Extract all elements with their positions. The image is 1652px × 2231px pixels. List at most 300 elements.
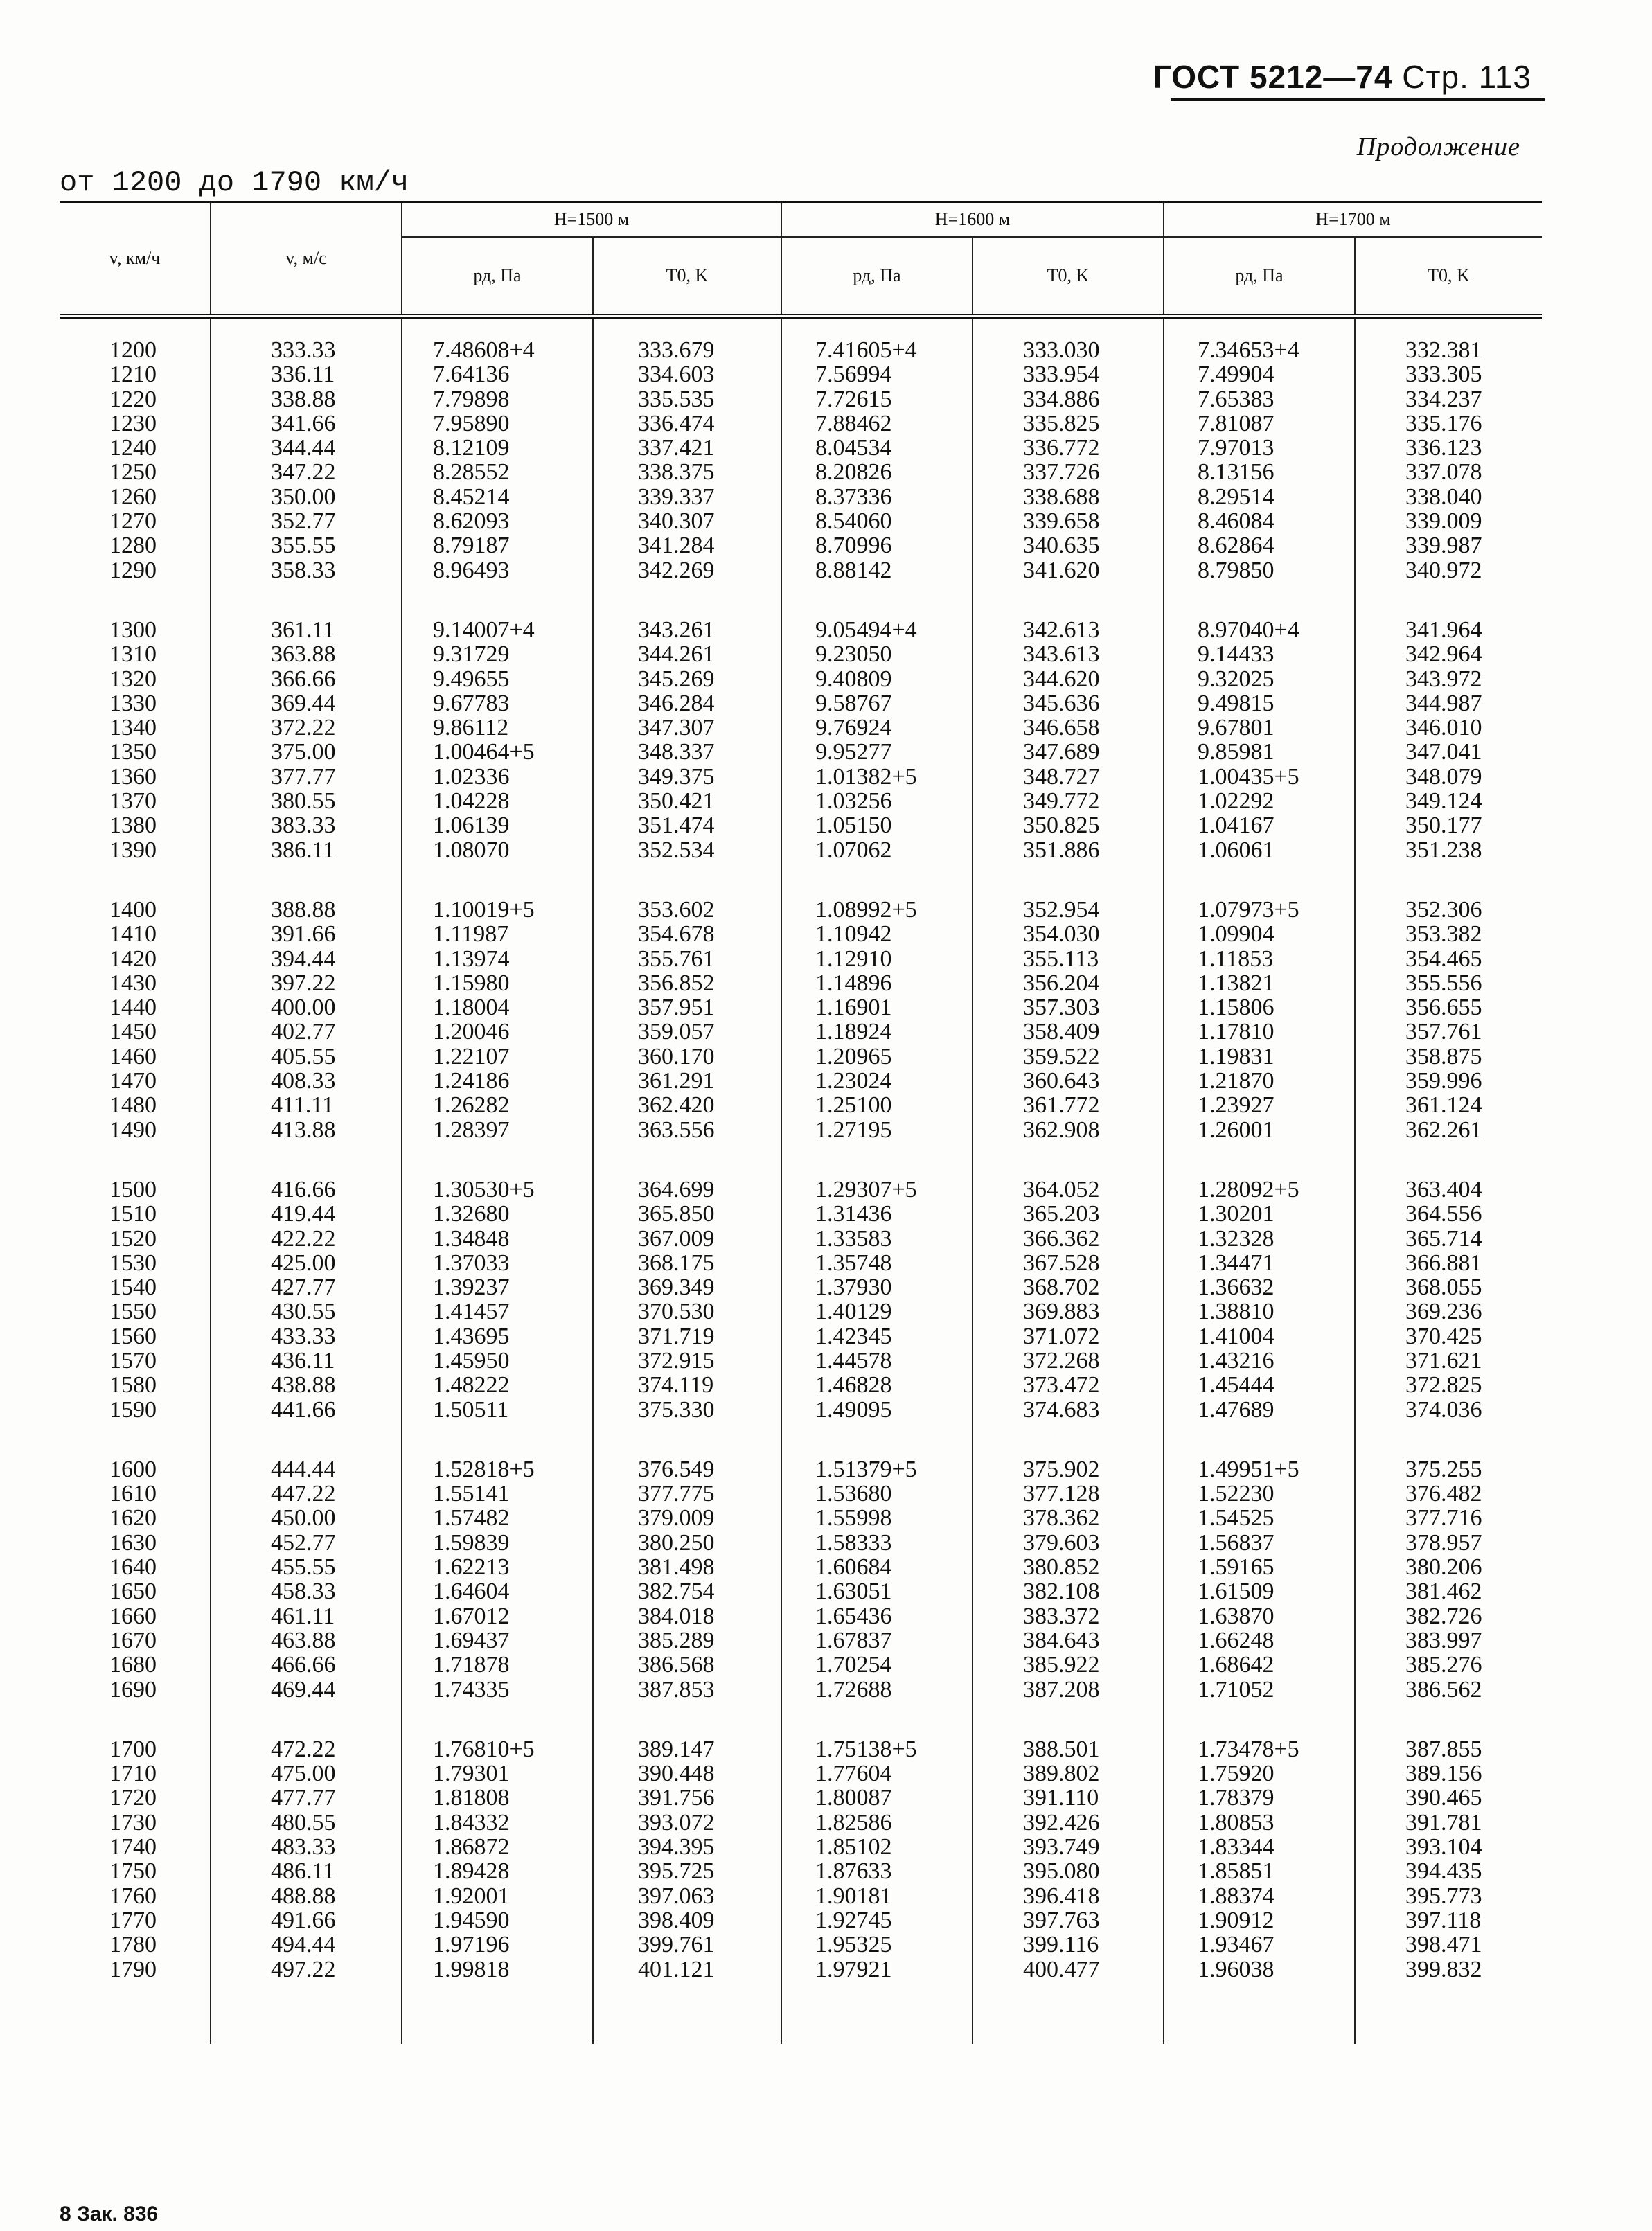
table-cell: 1720: [109, 1785, 157, 1811]
table-row: [60, 1579, 1542, 1603]
table-cell: 355.761: [593, 947, 781, 971]
table-cell: 353.382: [1355, 922, 1542, 946]
table-cell: 1.03256: [781, 789, 972, 813]
table-cell: 9.76924: [781, 715, 972, 740]
table-cell: 1680: [109, 1652, 157, 1678]
table-cell: 1560: [109, 1323, 157, 1349]
table-cell: 1330: [109, 690, 157, 716]
table-cell: 344.987: [1355, 691, 1542, 715]
table-row: [60, 1531, 1542, 1555]
table-cell: 352.534: [593, 838, 781, 862]
table-cell: 343.613: [972, 642, 1164, 666]
table-cell: 1.47689: [1164, 1398, 1355, 1422]
table-cell: 1.55998: [781, 1506, 972, 1530]
table-cell: 1.08070: [402, 838, 593, 862]
table-cell: 9.67783: [402, 691, 593, 715]
table-cell: 8.62864: [1164, 533, 1355, 558]
table-row: [60, 1835, 1542, 1859]
gap-cell: [1164, 862, 1355, 898]
table-cell: 348.079: [1355, 765, 1542, 789]
table-cell: 341.964: [1355, 618, 1542, 642]
table-cell: 1.67012: [402, 1604, 593, 1628]
table-cell: 399.761: [593, 1932, 781, 1957]
table-cell: 395.080: [972, 1859, 1164, 1883]
table-cell: 1.17810: [1164, 1020, 1355, 1044]
table-cell: 354.465: [1355, 947, 1542, 971]
table-cell: 375.902: [972, 1457, 1164, 1482]
table-row: [60, 995, 1542, 1020]
table-cell: 376.549: [593, 1457, 781, 1482]
table-cell: 1.24186: [402, 1069, 593, 1093]
table-cell: 1600: [109, 1456, 157, 1482]
table-cell: 395.773: [1355, 1884, 1542, 1908]
table-cell: 379.603: [972, 1531, 1164, 1555]
table-cell: 444.44: [211, 1457, 402, 1482]
table-cell: 1.19831: [1164, 1045, 1355, 1069]
table-cell: 1.08992+5: [781, 898, 972, 922]
gap-cell: [211, 1702, 402, 1737]
table-cell: 1570: [109, 1347, 157, 1374]
table-row: [60, 1398, 1542, 1422]
table-cell: 336.474: [593, 411, 781, 436]
table-cell: 411.11: [211, 1093, 402, 1117]
table-cell: 367.528: [972, 1251, 1164, 1275]
table-cell: 1430: [109, 970, 157, 996]
table-cell: 357.303: [972, 995, 1164, 1020]
table-row: [60, 838, 1542, 862]
table-cell: 361.772: [972, 1093, 1164, 1117]
table-cell: 7.81087: [1164, 411, 1355, 436]
table-cell: 377.128: [972, 1482, 1164, 1506]
table-cell: 1340: [109, 715, 157, 741]
table-cell: 419.44: [211, 1202, 402, 1226]
gap-cell: [781, 1422, 972, 1457]
table-cell: 368.175: [593, 1251, 781, 1275]
table-cell: 1440: [109, 995, 157, 1021]
table-cell: 1280: [109, 533, 157, 559]
row-gap: [60, 583, 1542, 618]
table-cell: 338.375: [593, 460, 781, 484]
table-cell: 8.12109: [402, 436, 593, 460]
table-cell: 1.33583: [781, 1227, 972, 1251]
table-cell: 1.53680: [781, 1482, 972, 1506]
tail-cell: [402, 1982, 593, 2044]
table-cell: 1.12910: [781, 947, 972, 971]
table-cell: 9.31729: [402, 642, 593, 666]
gap-cell: [402, 1422, 593, 1457]
table-cell: 354.030: [972, 922, 1164, 946]
table-cell: 1.52818+5: [402, 1457, 593, 1482]
table-cell: 339.337: [593, 485, 781, 509]
table-cell: 1450: [109, 1019, 157, 1045]
table-cell: 340.635: [972, 533, 1164, 558]
table-cell: 1620: [109, 1505, 157, 1531]
table-cell: 1.80087: [781, 1786, 972, 1810]
table-row: [60, 436, 1542, 460]
table-cell: 461.11: [211, 1604, 402, 1628]
table-cell: 391.110: [972, 1786, 1164, 1810]
table-cell: 1.64604: [402, 1579, 593, 1603]
table-cell: 1.67837: [781, 1628, 972, 1653]
table-cell: 486.11: [211, 1859, 402, 1883]
table-cell: 1.01382+5: [781, 765, 972, 789]
table-cell: 391.66: [211, 922, 402, 946]
table-cell: 381.462: [1355, 1579, 1542, 1603]
table-cell: 378.957: [1355, 1531, 1542, 1555]
table-cell: 400.00: [211, 995, 402, 1020]
table-cell: 384.643: [972, 1628, 1164, 1653]
table-cell: 1.52230: [1164, 1482, 1355, 1506]
table-cell: 1.10019+5: [402, 898, 593, 922]
table-cell: 363.88: [211, 642, 402, 666]
row-gap: [60, 1142, 1542, 1177]
table-cell: 376.482: [1355, 1482, 1542, 1506]
table-cell: 383.372: [972, 1604, 1164, 1628]
gap-cell: [972, 1142, 1164, 1177]
table-cell: 347.041: [1355, 740, 1542, 764]
table-cell: 9.85981: [1164, 740, 1355, 764]
table-cell: 342.613: [972, 618, 1164, 642]
table-cell: 343.261: [593, 618, 781, 642]
table-cell: 1.70254: [781, 1653, 972, 1677]
table-cell: 394.395: [593, 1835, 781, 1859]
table-cell: 1.79301: [402, 1761, 593, 1786]
table-cell: 372.915: [593, 1349, 781, 1373]
table-cell: 1300: [109, 616, 157, 643]
table-cell: 1.15806: [1164, 995, 1355, 1020]
table-row: [60, 789, 1542, 813]
table-cell: 397.763: [972, 1908, 1164, 1932]
table-cell: 1.13821: [1164, 971, 1355, 995]
table-cell: 352.306: [1355, 898, 1542, 922]
table-cell: 1.42345: [781, 1324, 972, 1349]
table-cell: 335.825: [972, 411, 1164, 436]
table-cell: 1380: [109, 812, 157, 839]
table-cell: 337.726: [972, 460, 1164, 484]
gap-cell: [60, 1422, 211, 1457]
atmosphere-table: [60, 201, 1542, 2044]
table-cell: 425.00: [211, 1251, 402, 1275]
table-cell: 360.643: [972, 1069, 1164, 1093]
table-cell: 401.121: [593, 1957, 781, 1982]
table-cell: 391.756: [593, 1786, 781, 1810]
table-cell: 9.14007+4: [402, 618, 593, 642]
table-cell: 1790: [109, 1956, 157, 1982]
table-cell: 458.33: [211, 1579, 402, 1603]
table-cell: 371.072: [972, 1324, 1164, 1349]
table-cell: 1.23024: [781, 1069, 972, 1093]
table-cell: 392.426: [972, 1811, 1164, 1835]
table-cell: 1210: [109, 362, 157, 388]
table-cell: 386.568: [593, 1653, 781, 1677]
gap-cell: [60, 1702, 211, 1737]
table-cell: 9.32025: [1164, 667, 1355, 691]
gap-cell: [60, 1142, 211, 1177]
table-row: [60, 1324, 1542, 1349]
table-cell: 390.448: [593, 1761, 781, 1786]
table-cell: 358.409: [972, 1020, 1164, 1044]
table-cell: 361.291: [593, 1069, 781, 1093]
table-cell: 355.55: [211, 533, 402, 558]
gap-cell: [60, 583, 211, 618]
table-cell: 1.22107: [402, 1045, 593, 1069]
table-row: [60, 1093, 1542, 1117]
table-row: [60, 1628, 1542, 1653]
table-cell: 1.69437: [402, 1628, 593, 1653]
table-cell: 402.77: [211, 1020, 402, 1044]
table-cell: 351.474: [593, 813, 781, 837]
table-cell: 1.99818: [402, 1957, 593, 1982]
table-cell: 394.44: [211, 947, 402, 971]
table-row: [60, 1604, 1542, 1628]
table-cell: 334.886: [972, 387, 1164, 411]
gap-cell: [972, 583, 1164, 618]
table-cell: 334.603: [593, 362, 781, 386]
table-cell: 339.658: [972, 509, 1164, 533]
table-row: [60, 1227, 1542, 1251]
table-cell: 1.05150: [781, 813, 972, 837]
table-cell: 349.124: [1355, 789, 1542, 813]
gap-cell: [1355, 583, 1542, 618]
table-cell: 377.716: [1355, 1506, 1542, 1530]
table-cell: 336.123: [1355, 436, 1542, 460]
table-cell: 341.620: [972, 558, 1164, 583]
table-cell: 1.84332: [402, 1811, 593, 1835]
table-row: [60, 642, 1542, 666]
table-cell: 372.22: [211, 715, 402, 740]
table-cell: 1.29307+5: [781, 1177, 972, 1202]
table-row: [60, 1045, 1542, 1069]
gap-cell: [1164, 1702, 1355, 1737]
table-cell: 335.176: [1355, 411, 1542, 436]
table-cell: 7.41605+4: [781, 317, 972, 363]
table-cell: 1.94590: [402, 1908, 593, 1932]
table-row: [60, 460, 1542, 484]
table-cell: 1.89428: [402, 1859, 593, 1883]
table-cell: 441.66: [211, 1398, 402, 1422]
table-cell: 450.00: [211, 1506, 402, 1530]
table-cell: 380.852: [972, 1555, 1164, 1579]
table-cell: 1.76810+5: [402, 1737, 593, 1761]
table-cell: 361.11: [211, 618, 402, 642]
table-cell: 363.556: [593, 1118, 781, 1142]
table-cell: 1.85851: [1164, 1859, 1355, 1883]
table-cell: 386.562: [1355, 1678, 1542, 1702]
table-cell: 1.36632: [1164, 1275, 1355, 1299]
tail-cell: [593, 1982, 781, 2044]
table-cell: 351.886: [972, 838, 1164, 862]
col-header-pressure: рд, Па: [402, 237, 593, 317]
table-cell: 1.92745: [781, 1908, 972, 1932]
table-cell: 1.66248: [1164, 1628, 1355, 1653]
table-cell: 9.05494+4: [781, 618, 972, 642]
table-row: [60, 1349, 1542, 1373]
table-row: [60, 618, 1542, 642]
table-cell: 1760: [109, 1883, 157, 1909]
gap-cell: [211, 1422, 402, 1457]
gap-cell: [593, 1142, 781, 1177]
table-cell: 364.556: [1355, 1202, 1542, 1226]
table-cell: 7.88462: [781, 411, 972, 436]
table-cell: 1460: [109, 1043, 157, 1069]
table-cell: 379.009: [593, 1506, 781, 1530]
table-cell: 1.15980: [402, 971, 593, 995]
table-cell: 389.147: [593, 1737, 781, 1761]
table-cell: 1400: [109, 896, 157, 923]
table-row: [60, 1482, 1542, 1506]
table-cell: 8.45214: [402, 485, 593, 509]
table-row: [60, 1859, 1542, 1883]
table-cell: 347.22: [211, 460, 402, 484]
table-cell: 1.02336: [402, 765, 593, 789]
table-cell: 389.156: [1355, 1761, 1542, 1786]
page-number: Стр. 113: [1402, 59, 1531, 95]
document-header: [1153, 58, 1531, 96]
table-cell: 356.852: [593, 971, 781, 995]
table-cell: 463.88: [211, 1628, 402, 1653]
table-cell: 352.954: [972, 898, 1164, 922]
table-cell: 9.14433: [1164, 642, 1355, 666]
table-cell: 1.25100: [781, 1093, 972, 1117]
table-cell: 1.58333: [781, 1531, 972, 1555]
table-row: [60, 411, 1542, 436]
col-header-pressure: рд, Па: [781, 237, 972, 317]
table-cell: 381.498: [593, 1555, 781, 1579]
table-cell: 9.86112: [402, 715, 593, 740]
table-cell: 333.954: [972, 362, 1164, 386]
table-cell: 1360: [109, 763, 157, 790]
table-cell: 368.702: [972, 1275, 1164, 1299]
table-cell: 1650: [109, 1579, 157, 1605]
table-row: [60, 1761, 1542, 1786]
row-gap: [60, 1422, 1542, 1457]
table-cell: 1.09904: [1164, 922, 1355, 946]
table-cell: 370.425: [1355, 1324, 1542, 1349]
table-cell: 1.37930: [781, 1275, 972, 1299]
table-cell: 397.22: [211, 971, 402, 995]
table-cell: 342.964: [1355, 642, 1542, 666]
table-cell: 1.00464+5: [402, 740, 593, 764]
gap-cell: [1355, 862, 1542, 898]
tail-cell: [781, 1982, 972, 2044]
table-cell: 341.284: [593, 533, 781, 558]
table-cell: 1290: [109, 557, 157, 583]
gap-cell: [1355, 1142, 1542, 1177]
table-cell: 375.255: [1355, 1457, 1542, 1482]
table-cell: 1420: [109, 945, 157, 972]
table-cell: 497.22: [211, 1957, 402, 1982]
group-header-1600: H=1600 м: [781, 202, 1164, 238]
table-cell: 361.124: [1355, 1093, 1542, 1117]
table-cell: 377.775: [593, 1482, 781, 1506]
gap-cell: [593, 862, 781, 898]
table-cell: 1740: [109, 1834, 157, 1860]
table-cell: 337.078: [1355, 460, 1542, 484]
table-cell: 416.66: [211, 1177, 402, 1202]
range-label: от 1200 до 1790 км/ч: [60, 166, 409, 199]
table-row: [60, 1457, 1542, 1482]
table-cell: 1.93467: [1164, 1932, 1355, 1957]
table-cell: 1.57482: [402, 1506, 593, 1530]
table-cell: 494.44: [211, 1932, 402, 1957]
table-cell: 9.67801: [1164, 715, 1355, 740]
table-cell: 8.04534: [781, 436, 972, 460]
table-row: [60, 1177, 1542, 1202]
table-cell: 430.55: [211, 1299, 402, 1324]
table-cell: 373.472: [972, 1373, 1164, 1397]
table-row: [60, 509, 1542, 533]
table-cell: 1590: [109, 1396, 157, 1423]
table-cell: 1.74335: [402, 1678, 593, 1702]
table-cell: 367.009: [593, 1227, 781, 1251]
table-cell: 347.307: [593, 715, 781, 740]
table-cell: 1230: [109, 410, 157, 436]
table-row: [60, 485, 1542, 509]
table-cell: 7.48608+4: [402, 317, 593, 363]
table-cell: 7.72615: [781, 387, 972, 411]
table-cell: 475.00: [211, 1761, 402, 1786]
table-cell: 1.43695: [402, 1324, 593, 1349]
table-cell: 352.77: [211, 509, 402, 533]
table-cell: 364.052: [972, 1177, 1164, 1202]
table-cell: 346.658: [972, 715, 1164, 740]
col-header-temperature: T0, K: [593, 237, 781, 317]
table-cell: 383.997: [1355, 1628, 1542, 1653]
table-row: [60, 740, 1542, 764]
table-cell: 362.261: [1355, 1118, 1542, 1142]
table-row: [60, 667, 1542, 691]
table-cell: 1.26001: [1164, 1118, 1355, 1142]
table-cell: 1.60684: [781, 1555, 972, 1579]
col-header-v-kmh: v, км/ч: [60, 202, 211, 317]
table-cell: 358.33: [211, 558, 402, 583]
table-cell: 1.96038: [1164, 1957, 1355, 1982]
gap-cell: [1164, 1422, 1355, 1457]
table-cell: 372.825: [1355, 1373, 1542, 1397]
table-cell: 1.23927: [1164, 1093, 1355, 1117]
continuation-label: Продолжение: [1356, 132, 1520, 161]
table-row: [60, 947, 1542, 971]
table-cell: 399.116: [972, 1932, 1164, 1957]
table-cell: 345.636: [972, 691, 1164, 715]
table-cell: 336.772: [972, 436, 1164, 460]
table-row: [60, 317, 1542, 363]
table-cell: 359.522: [972, 1045, 1164, 1069]
table-cell: 1.71878: [402, 1653, 593, 1677]
table-cell: 1.59165: [1164, 1555, 1355, 1579]
table-cell: 1270: [109, 508, 157, 535]
table-cell: 382.754: [593, 1579, 781, 1603]
table-row: [60, 1275, 1542, 1299]
gap-cell: [402, 1702, 593, 1737]
table-row: [60, 898, 1542, 922]
table-cell: 380.55: [211, 789, 402, 813]
table-cell: 1490: [109, 1117, 157, 1143]
table-cell: 1610: [109, 1481, 157, 1507]
table-cell: 1.61509: [1164, 1579, 1355, 1603]
table-cell: 1350: [109, 739, 157, 765]
table-cell: 347.689: [972, 740, 1164, 764]
table-cell: 333.305: [1355, 362, 1542, 386]
table-cell: 8.79850: [1164, 558, 1355, 583]
table-cell: 7.97013: [1164, 436, 1355, 460]
table-cell: 362.908: [972, 1118, 1164, 1142]
table-cell: 1260: [109, 483, 157, 510]
table-cell: 1540: [109, 1274, 157, 1301]
table-cell: 1520: [109, 1225, 157, 1252]
table-cell: 383.33: [211, 813, 402, 837]
table-cell: 7.79898: [402, 387, 593, 411]
